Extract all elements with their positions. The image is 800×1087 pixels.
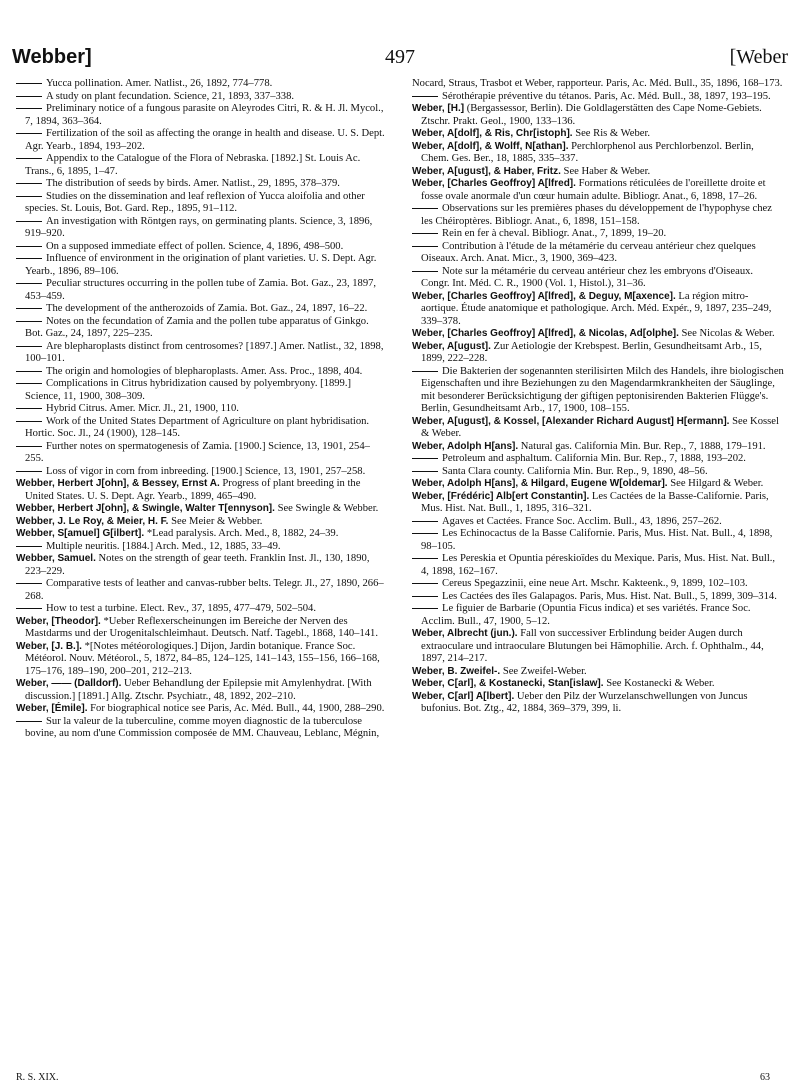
entry-text: Appendix to the Catalogue of the Flora of Nebraska. [1892.] St. Louis Ac. Trans., 6, 1895, 1–47. [25, 153, 361, 177]
entry-text: Yucca pollination. Amer. Natlist., 26, 1892, 774–778. [46, 78, 273, 89]
ditto-dash [412, 233, 438, 234]
entry-text: Observations sur les premières phases du développement de l'hypophyse chez les Chéiroptères. Bibliogr. Anat., 6, 1898, 151–158. [421, 203, 772, 227]
bibliography-entry [421, 366, 784, 416]
bibliography-entry [25, 341, 388, 366]
entry-text: Santa Clara county. California Min. Bur. Rep., 9, 1890, 48–56. [442, 465, 708, 477]
running-header [12, 46, 788, 76]
bibliography-entry [412, 690, 784, 716]
bibliography-entry [421, 453, 784, 466]
entry-text: Ueber den Pilz der Wurzelanschwellungen von Juncus bufonius. Bot. Ztg., 42, 1884, 369–379, 399, li. [421, 690, 748, 714]
bibliography-entry [421, 241, 784, 266]
ditto-dash [16, 196, 42, 197]
bibliography-entry [16, 553, 388, 578]
bibliography-entry [412, 415, 784, 441]
entry-text: Peculiar structures occurring in the pollen tube of Zamia. Bot. Gaz., 23, 1897, 453–459. [25, 278, 377, 302]
entry-text: Comparative tests of leather and canvas-rubber belts. Telegr. Jl., 27, 1890, 266–268. [25, 578, 384, 602]
entry-text: Ueber Behandlung der Epilepsie mit Amylenhydrat. [With discussion.] [1891.] Allg. Ztschr. Psychiatr., 48, 1892, 202–210. [25, 678, 372, 702]
entry-author: Webber, J. Le Roy, & Meier, H. F. [16, 515, 169, 527]
entry-text: Formations réticulées de l'oreillette droite et fosse ovale anormale d'un cœur humain adulte. Bibliogr. Anat., 6, 1898, 17–26. [421, 178, 766, 202]
entry-author: Weber, [H.] [412, 103, 465, 114]
entry-text: See Kostanecki & Weber. [603, 678, 715, 689]
ditto-dash [16, 408, 42, 409]
bibliography-entry [16, 515, 388, 529]
entry-text: Notes on the fecundation of Zamia and the pollen tube apparatus of Ginkgo. Bot. Gaz., 24, 1897, 225–235. [25, 315, 369, 339]
entry-text: The origin and homologies of blepharoplasts. Amer. Ass. Proc., 1898, 404. [46, 365, 363, 377]
ditto-dash [412, 271, 438, 272]
entry-author: Weber, —— (Dalldorf). [16, 678, 122, 689]
entry-text: An investigation with Röntgen rays, on germinating plants. Science, 3, 1896, 919–920. [25, 215, 373, 239]
entry-text: Multiple neuritis. [1884.] Arch. Med., 12, 1885, 33–49. [46, 540, 281, 552]
sheet-number: 63 [760, 1072, 770, 1083]
right-column [412, 78, 784, 716]
bibliography-entry [412, 665, 784, 679]
ditto-dash [16, 83, 42, 84]
bibliography-entry [25, 78, 388, 91]
ditto-dash [16, 721, 42, 722]
entry-author: Weber, [Émile]. [16, 703, 88, 714]
entry-text: Note sur la métamérie du cerveau antérieur chez les embryons d'Oiseaux. Congr. Int. Méd. C. R., 1900 (Vol. 1, Histol.), 31–36. [421, 265, 754, 289]
ditto-dash [16, 608, 42, 609]
ditto-dash [16, 258, 42, 259]
entry-text: Fertilization of the soil as affecting the orange in health and disease. U. S. Dept. Agr. Yearb., 1894, 193–202. [25, 128, 385, 152]
entry-text: Les Cactées des îles Galapagos. Paris, Mus. Hist. Nat. Bull., 5, 1899, 309–314. [442, 590, 777, 602]
bibliography-entry [16, 678, 388, 703]
ditto-dash [16, 471, 42, 472]
entry-text: See Ris & Weber. [572, 128, 651, 139]
bibliography-entry [25, 403, 388, 416]
bibliography-entry [25, 303, 388, 316]
ditto-dash [16, 346, 42, 347]
bibliography-entry [421, 578, 784, 591]
bibliography-entry [16, 503, 388, 516]
entry-text: Agaves et Cactées. France Soc. Acclim. Bull., 43, 1896, 257–262. [442, 515, 722, 527]
entry-text: Nocard, Straus, Trasbot et Weber, rapporteur. Paris, Ac. Méd. Bull., 35, 1896, 168–173. [412, 78, 783, 89]
entry-author: Weber, [Charles Geoffroy] A[lfred]. [412, 178, 576, 189]
entry-author: Weber, A[ugust], & Kossel, [Alexander Richard August] H[ermann]. [412, 415, 730, 427]
bibliography-entry [16, 528, 388, 541]
ditto-dash [16, 283, 42, 284]
entry-text: Work of the United States Department of Agriculture on plant hybridisation. Hortic. Soc. Jl., 24 (1900), 128–145. [25, 415, 370, 439]
entry-text: See Swingle & Webber. [274, 503, 379, 514]
entry-text: See Nicolas & Weber. [678, 328, 775, 339]
entry-text: Sur la valeur de la tuberculine, comme moyen diagnostic de la tuberculose bovine, au nom d'une Commission composée de MM. Chauveau, Leblanc, Mégnin, [25, 715, 380, 739]
ditto-dash [412, 371, 438, 372]
ditto-dash [16, 183, 42, 184]
entry-text: Cereus Spegazzinii, eine neue Art. Mschr. Kakteenk., 9, 1899, 102–103. [442, 578, 748, 589]
entry-text: *[Notes météorologiques.] Dijon, Jardin botanique. France Soc. Météorol. Nouv. Météorol., 5, 1872, 84–85, 124–125, 141–143, 155–156, 166–168, 175–176, 189–190, 200–201, 212–213. [25, 640, 380, 677]
entry-text: La région mitro-aortique. Étude anatomique et pathologique. Arch. Méd. Expér., 9, 1897, 235–249, 339–378. [421, 290, 772, 327]
entry-text: Notes on the strength of gear teeth. Franklin Inst. Jl., 130, 1890, 223–229. [25, 553, 370, 577]
ditto-dash [412, 96, 438, 97]
entry-author: Weber, A[dolf], & Wolff, N[athan]. [412, 140, 569, 152]
entry-text: *Ueber Reflexerscheinungen im Bereiche der Nerven des Mastdarms und der Urogenitalschleimhaut. Deutsch. Natf. Tagebl., 1868, 140–141. [25, 615, 378, 639]
bibliography-entry [25, 128, 388, 153]
entry-text: Les Echinocactus de la Basse Californie. Paris, Mus. Hist. Nat. Bull., 4, 1898, 98–105. [421, 528, 773, 552]
entry-text: Rein en fer à cheval. Bibliogr. Anat., 7, 1899, 19–20. [442, 228, 667, 239]
bibliography-entry [25, 316, 388, 341]
entry-text: Preliminary notice of a fungous parasite on Aleyrodes Citri, R. & H. Jl. Mycol., 7, 1894, 363–364. [25, 103, 384, 127]
bibliography-entry [25, 441, 388, 466]
bibliography-entry [25, 541, 388, 554]
entry-text: Complications in Citrus hybridization caused by polyembryony. [1899.] Science, 11, 1900, 308–309. [25, 378, 352, 402]
bibliography-entry [25, 103, 388, 128]
entry-author: Weber, Adolph H[ans]. [412, 440, 519, 452]
ditto-dash [16, 583, 42, 584]
entry-text: See Haber & Weber. [560, 165, 651, 177]
entry-author: Weber, [J. B.]. [16, 640, 82, 652]
entry-author: Webber, Samuel. [16, 553, 96, 564]
bibliography-entry [25, 253, 388, 278]
bibliography-entry [412, 290, 784, 329]
ditto-dash [16, 446, 42, 447]
ditto-dash [412, 521, 438, 522]
bibliography-entry [25, 191, 388, 216]
ditto-dash [16, 133, 42, 134]
ditto-dash [16, 108, 42, 109]
entry-text: The development of the antherozoids of Zamia. Bot. Gaz., 24, 1897, 16–22. [46, 303, 368, 314]
bibliography-entry [412, 165, 784, 179]
entry-text: See Zweifel-Weber. [500, 665, 587, 677]
bibliography-entry [16, 640, 388, 679]
entry-author: Weber, A[dolf], & Ris, Chr[istoph]. [412, 128, 573, 139]
bibliography-entry [421, 603, 784, 628]
ditto-dash [412, 208, 438, 209]
bibliography-entry [25, 216, 388, 241]
bibliography-entry [421, 516, 784, 529]
ditto-dash [412, 608, 438, 609]
entry-text: A study on plant fecundation. Science, 21, 1893, 337–338. [46, 90, 295, 102]
bibliography-entry [25, 178, 388, 191]
entry-author: Webber, S[amuel] G[ilbert]. [16, 528, 145, 539]
bibliography-entry [25, 603, 388, 616]
ditto-dash [16, 246, 42, 247]
entry-author: Weber, Albrecht (jun.). [412, 628, 518, 639]
entry-text: Fall von successiver Erblindung beider Augen durch extraoculare und intraoculare Blutungen bei Hämophilie. Arch. f. Ophthalm., 44, 1897, 214–217. [421, 628, 764, 664]
entry-text: (Bergassessor, Berlin). Die Goldlagerstätten des Cape Nome-Gebiets. Ztschr. Prakt. Geol., 1900, 133–136. [421, 103, 762, 127]
bibliography-entry [25, 416, 388, 441]
bibliography-entry [412, 140, 784, 166]
ditto-dash [16, 321, 42, 322]
bibliography-entry [25, 153, 388, 178]
bibliography-entry [412, 128, 784, 141]
ditto-dash [412, 583, 438, 584]
entry-text: Perchlorphenol aus Perchlorbenzol. Berlin, Chem. Ges. Ber., 18, 1885, 335–337. [421, 140, 754, 164]
bibliography-entry [412, 78, 784, 91]
bibliography-entry [25, 278, 388, 303]
entry-text: Petroleum and asphaltum. California Min. Bur. Rep., 7, 1888, 193–202. [442, 453, 746, 464]
bibliography-entry [25, 466, 388, 479]
bibliography-entry [421, 466, 784, 479]
entry-author: Weber, C[arl] A[lbert]. [412, 690, 515, 702]
entry-author: Weber, [Charles Geoffroy] A[lfred], & Deguy, M[axence]. [412, 290, 676, 302]
ditto-dash [16, 383, 42, 384]
entry-text: On a supposed immediate effect of pollen. Science, 4, 1896, 498–500. [46, 240, 344, 252]
ditto-dash [16, 421, 42, 422]
bibliography-entry [421, 228, 784, 241]
bibliography-entry [25, 91, 388, 104]
ditto-dash [412, 596, 438, 597]
entry-text: Les Pereskia et Opuntia péreskioïdes du Mexique. Paris, Mus. Hist. Nat. Bull., 4, 1898, 162–167. [421, 553, 776, 577]
bibliography-entry [412, 328, 784, 341]
left-column [16, 78, 388, 741]
ditto-dash [16, 546, 42, 547]
header-right-name: [Weber [729, 46, 788, 68]
ditto-dash [16, 221, 42, 222]
entry-text: Hybrid Citrus. Amer. Micr. Jl., 21, 1900, 110. [46, 403, 239, 414]
ditto-dash [16, 371, 42, 372]
bibliography-entry [412, 678, 784, 691]
entry-text: Loss of vigor in corn from inbreeding. [1900.] Science, 13, 1901, 257–258. [46, 465, 366, 477]
bibliography-entry [25, 578, 388, 603]
signature-mark: R. S. XIX. [16, 1072, 59, 1083]
ditto-dash [412, 533, 438, 534]
bibliography-entry [421, 203, 784, 228]
entry-text: Die Bakterien der sogenannten sterilisirten Milch des Handels, ihre biologischen Eigenschaften und ihre Beziehungen zu den Magendarmkrankheiten der Säuglinge, mit besonderer Berücksichtigung der giftigen peptonisirenden Bakterien Flügge's. Berlin, Gesundheitsamt Arb., 17, 1900, 108–155. [421, 365, 784, 414]
entry-text: *Lead paralysis. Arch. Med., 8, 1882, 24–39. [144, 528, 339, 539]
entry-author: Weber, A[ugust]. [412, 340, 491, 352]
entry-text: See Meier & Webber. [168, 515, 263, 527]
entry-text: See Hilgard & Weber. [667, 478, 764, 489]
entry-text: For biographical notice see Paris, Ac. Méd. Bull., 44, 1900, 288–290. [87, 703, 385, 714]
entry-author: Webber, Herbert J[ohn], & Swingle, Walter T[ennyson]. [16, 503, 275, 514]
ditto-dash [412, 471, 438, 472]
entry-text: Are blepharoplasts distinct from centrosomes? [1897.] Amer. Natlist., 32, 1898, 100–101. [25, 340, 384, 364]
bibliography-entry [421, 553, 784, 578]
bibliography-entry [412, 490, 784, 516]
entry-author: Weber, C[arl], & Kostanecki, Stan[islaw]. [412, 678, 604, 689]
bibliography-entry [25, 366, 388, 379]
bibliography-entry [412, 628, 784, 666]
entry-author: Weber, A[ugust], & Haber, Fritz. [412, 165, 561, 177]
entry-text: Progress of plant breeding in the United States. U. S. Dept. Agr. Yearb., 1899, 465–490. [25, 478, 361, 502]
entry-author: Weber, [Theodor]. [16, 615, 101, 627]
entry-text: Natural gas. California Min. Bur. Rep., 7, 1888, 179–191. [518, 440, 766, 452]
entry-author: Weber, B. Zweifel-. [412, 665, 501, 677]
entry-author: Weber, Adolph H[ans], & Hilgard, Eugene W[oldemar]. [412, 478, 668, 489]
ditto-dash [16, 308, 42, 309]
bibliography-entry [412, 340, 784, 366]
entry-text: Les Cactées de la Basse-Californie. Paris, Mus. Hist. Nat. Bull., 1, 1895, 316–321. [421, 490, 769, 514]
bibliography-entry [421, 528, 784, 553]
entry-author: Webber, Herbert J[ohn], & Bessey, Ernst A. [16, 478, 220, 489]
bibliography-entry [412, 440, 784, 454]
bibliography-entry [16, 478, 388, 503]
ditto-dash [412, 458, 438, 459]
header-left-name: Webber] [12, 46, 92, 68]
bibliography-entry [16, 703, 388, 716]
entry-text: How to test a turbine. Elect. Rev., 37, 1895, 477–479, 502–504. [46, 603, 317, 614]
bibliography-entry [421, 266, 784, 291]
bibliography-entry [421, 591, 784, 604]
entry-author: Weber, [Charles Geoffroy] A[lfred], & Nicolas, Ad[olphe]. [412, 328, 679, 339]
entry-text: Zur Aetiologie der Krebspest. Berlin, Gesundheitsamt Arb., 15, 1899, 222–228. [421, 340, 762, 364]
ditto-dash [16, 158, 42, 159]
entry-text: Le figuier de Barbarie (Opuntia Ficus indica) et ses variétés. France Soc. Acclim. Bull., 47, 1900, 5–12. [421, 603, 751, 627]
entry-text: Sérothérapie préventive du tétanos. Paris, Ac. Méd. Bull., 38, 1897, 193–195. [442, 90, 771, 102]
entry-text: Studies on the dissemination and leaf reflexion of Yucca aloifolia and other species. St. Louis, Bot. Gard. Rep., 1895, 91–112. [25, 190, 365, 214]
entry-text: See Kossel & Weber. [421, 415, 779, 439]
bibliography-entry [25, 716, 388, 741]
entry-text: Further notes on spermatogenesis of Zamia. [1900.] Science, 13, 1901, 254–255. [25, 440, 370, 464]
bibliography-entry [412, 178, 784, 203]
entry-text: Contribution à l'étude de la métamérie du cerveau antérieur chez quelques Oiseaux. Arch. Anat. Micr., 3, 1900, 369–423. [421, 240, 756, 264]
page-number: 497 [385, 46, 415, 68]
ditto-dash [16, 96, 42, 97]
bibliography-entry [412, 103, 784, 128]
entry-author: Weber, [Frédéric] Alb[ert Constantin]. [412, 490, 590, 502]
ditto-dash [412, 558, 438, 559]
entry-text: Influence of environment in the origination of plant varieties. U. S. Dept. Agr. Yearb., 1896, 89–106. [25, 253, 377, 277]
ditto-dash [412, 246, 438, 247]
bibliography-entry [412, 478, 784, 491]
bibliography-entry [421, 91, 784, 104]
bibliography-entry [25, 241, 388, 254]
bibliography-entry [16, 615, 388, 641]
entry-text: The distribution of seeds by birds. Amer. Natlist., 29, 1895, 378–379. [46, 178, 340, 189]
bibliography-entry [25, 378, 388, 403]
